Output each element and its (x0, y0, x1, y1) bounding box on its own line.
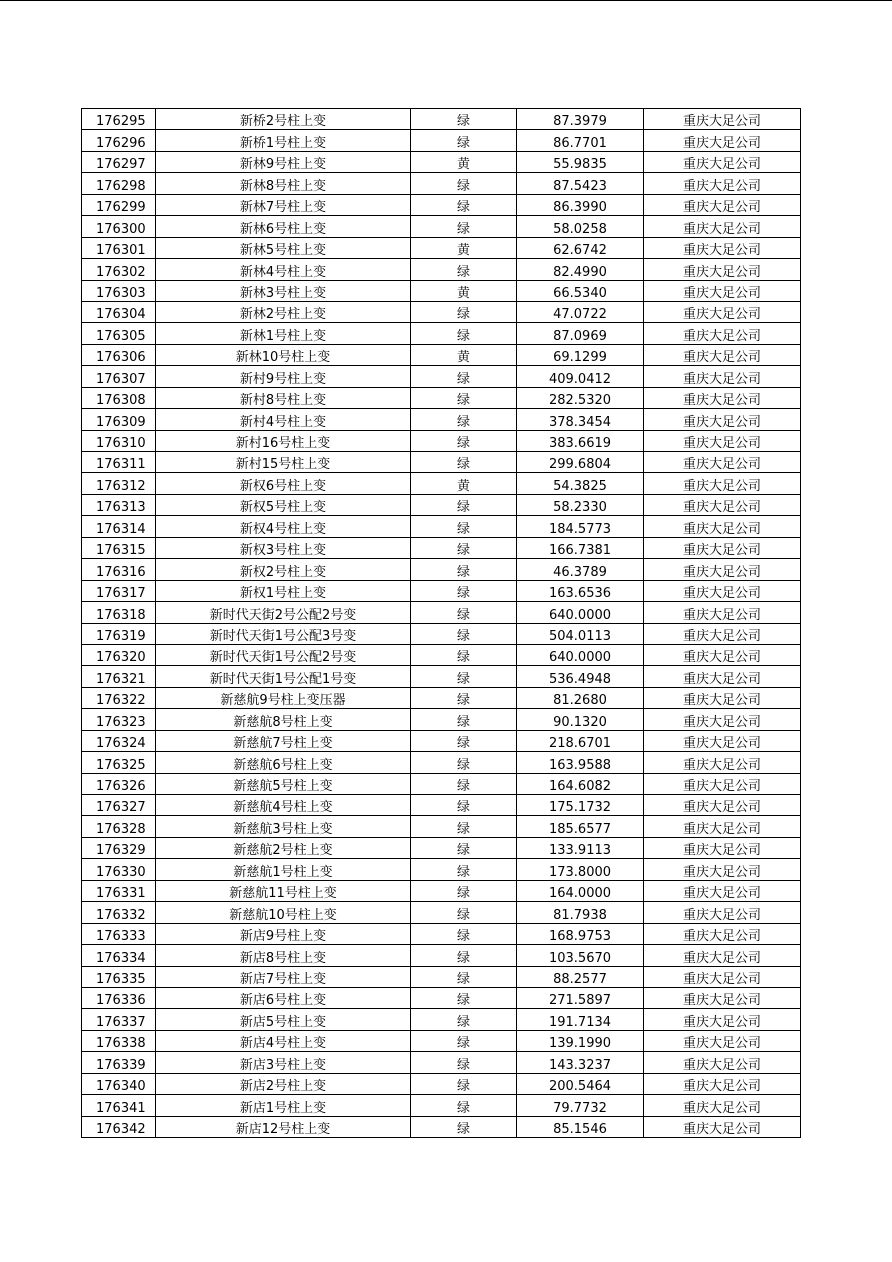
cell-status: 绿 (411, 623, 517, 644)
cell-value: 164.6082 (517, 773, 644, 794)
cell-name: 新林7号柱上变 (156, 194, 411, 215)
cell-company: 重庆大足公司 (644, 537, 801, 558)
cell-value: 82.4990 (517, 259, 644, 280)
cell-value: 504.0113 (517, 623, 644, 644)
cell-value: 175.1732 (517, 795, 644, 816)
cell-company: 重庆大足公司 (644, 987, 801, 1008)
cell-id: 176304 (82, 301, 156, 322)
table-row (82, 945, 801, 966)
cell-name: 新店2号柱上变 (156, 1073, 411, 1094)
table-row (82, 344, 801, 365)
cell-id: 176340 (82, 1073, 156, 1094)
cell-name: 新店1号柱上变 (156, 1095, 411, 1116)
cell-id: 176317 (82, 580, 156, 601)
cell-value: 163.9588 (517, 752, 644, 773)
cell-value: 66.5340 (517, 280, 644, 301)
cell-name: 新权6号柱上变 (156, 473, 411, 494)
cell-id: 176301 (82, 237, 156, 258)
cell-name: 新林4号柱上变 (156, 259, 411, 280)
cell-name: 新林1号柱上变 (156, 323, 411, 344)
cell-id: 176327 (82, 795, 156, 816)
cell-status: 绿 (411, 452, 517, 473)
cell-value: 282.5320 (517, 387, 644, 408)
table-row (82, 1095, 801, 1116)
cell-status: 绿 (411, 602, 517, 623)
cell-name: 新店7号柱上变 (156, 966, 411, 987)
cell-status: 绿 (411, 923, 517, 944)
cell-value: 299.6804 (517, 452, 644, 473)
cell-value: 200.5464 (517, 1073, 644, 1094)
cell-company: 重庆大足公司 (644, 237, 801, 258)
cell-company: 重庆大足公司 (644, 366, 801, 387)
table-row (82, 880, 801, 901)
cell-id: 176297 (82, 151, 156, 172)
cell-value: 168.9753 (517, 923, 644, 944)
cell-value: 79.7732 (517, 1095, 644, 1116)
cell-value: 640.0000 (517, 602, 644, 623)
cell-name: 新慈航2号柱上变 (156, 837, 411, 858)
cell-status: 绿 (411, 516, 517, 537)
cell-id: 176305 (82, 323, 156, 344)
table-row (82, 837, 801, 858)
table-row (82, 151, 801, 172)
cell-value: 47.0722 (517, 301, 644, 322)
table-row (82, 644, 801, 665)
cell-value: 88.2577 (517, 966, 644, 987)
cell-name: 新慈航4号柱上变 (156, 795, 411, 816)
cell-status: 黄 (411, 280, 517, 301)
cell-company: 重庆大足公司 (644, 1009, 801, 1030)
cell-value: 184.5773 (517, 516, 644, 537)
table-row (82, 795, 801, 816)
cell-company: 重庆大足公司 (644, 966, 801, 987)
table-row (82, 559, 801, 580)
cell-company: 重庆大足公司 (644, 709, 801, 730)
cell-company: 重庆大足公司 (644, 1030, 801, 1051)
cell-value: 191.7134 (517, 1009, 644, 1030)
cell-name: 新桥1号柱上变 (156, 130, 411, 151)
table-row (82, 966, 801, 987)
cell-company: 重庆大足公司 (644, 923, 801, 944)
cell-id: 176316 (82, 559, 156, 580)
table-row (82, 430, 801, 451)
cell-id: 176332 (82, 902, 156, 923)
cell-name: 新店8号柱上变 (156, 945, 411, 966)
cell-id: 176323 (82, 709, 156, 730)
cell-company: 重庆大足公司 (644, 323, 801, 344)
table-row (82, 473, 801, 494)
cell-name: 新林2号柱上变 (156, 301, 411, 322)
cell-id: 176330 (82, 859, 156, 880)
cell-status: 绿 (411, 537, 517, 558)
cell-name: 新慈航8号柱上变 (156, 709, 411, 730)
cell-id: 176318 (82, 602, 156, 623)
table-row (82, 580, 801, 601)
cell-company: 重庆大足公司 (644, 301, 801, 322)
cell-status: 绿 (411, 1116, 517, 1137)
cell-status: 黄 (411, 151, 517, 172)
cell-status: 黄 (411, 344, 517, 365)
cell-id: 176335 (82, 966, 156, 987)
cell-name: 新林10号柱上变 (156, 344, 411, 365)
cell-id: 176331 (82, 880, 156, 901)
table-row (82, 323, 801, 344)
cell-value: 185.6577 (517, 816, 644, 837)
cell-company: 重庆大足公司 (644, 816, 801, 837)
table-row (82, 194, 801, 215)
cell-value: 378.3454 (517, 409, 644, 430)
cell-status: 绿 (411, 409, 517, 430)
cell-value: 85.1546 (517, 1116, 644, 1137)
cell-name: 新时代天街1号公配1号变 (156, 666, 411, 687)
cell-status: 绿 (411, 1052, 517, 1073)
cell-company: 重庆大足公司 (644, 752, 801, 773)
cell-name: 新权2号柱上变 (156, 559, 411, 580)
cell-id: 176341 (82, 1095, 156, 1116)
cell-company: 重庆大足公司 (644, 430, 801, 451)
cell-name: 新店4号柱上变 (156, 1030, 411, 1051)
cell-status: 绿 (411, 430, 517, 451)
cell-name: 新店5号柱上变 (156, 1009, 411, 1030)
cell-id: 176302 (82, 259, 156, 280)
table-row (82, 1116, 801, 1137)
cell-value: 81.7938 (517, 902, 644, 923)
table-row (82, 173, 801, 194)
cell-company: 重庆大足公司 (644, 880, 801, 901)
cell-id: 176309 (82, 409, 156, 430)
cell-status: 绿 (411, 816, 517, 837)
cell-company: 重庆大足公司 (644, 409, 801, 430)
cell-value: 173.8000 (517, 859, 644, 880)
cell-company: 重庆大足公司 (644, 666, 801, 687)
cell-company: 重庆大足公司 (644, 902, 801, 923)
cell-value: 143.3237 (517, 1052, 644, 1073)
table-row (82, 752, 801, 773)
cell-id: 176295 (82, 109, 156, 130)
cell-status: 绿 (411, 730, 517, 751)
table-row (82, 280, 801, 301)
cell-status: 绿 (411, 966, 517, 987)
cell-name: 新林3号柱上变 (156, 280, 411, 301)
table-row (82, 537, 801, 558)
cell-name: 新权5号柱上变 (156, 494, 411, 515)
table-row (82, 516, 801, 537)
cell-company: 重庆大足公司 (644, 387, 801, 408)
cell-name: 新权1号柱上变 (156, 580, 411, 601)
cell-company: 重庆大足公司 (644, 130, 801, 151)
cell-name: 新慈航1号柱上变 (156, 859, 411, 880)
cell-id: 176303 (82, 280, 156, 301)
cell-name: 新村16号柱上变 (156, 430, 411, 451)
cell-name: 新慈航5号柱上变 (156, 773, 411, 794)
cell-status: 绿 (411, 109, 517, 130)
cell-name: 新桥2号柱上变 (156, 109, 411, 130)
table-row (82, 109, 801, 130)
cell-status: 黄 (411, 473, 517, 494)
cell-status: 绿 (411, 216, 517, 237)
cell-value: 133.9113 (517, 837, 644, 858)
cell-name: 新时代天街2号公配2号变 (156, 602, 411, 623)
table-row (82, 1052, 801, 1073)
table-row (82, 687, 801, 708)
cell-company: 重庆大足公司 (644, 580, 801, 601)
cell-value: 103.5670 (517, 945, 644, 966)
cell-id: 176308 (82, 387, 156, 408)
cell-name: 新慈航3号柱上变 (156, 816, 411, 837)
cell-id: 176319 (82, 623, 156, 644)
cell-company: 重庆大足公司 (644, 216, 801, 237)
cell-company: 重庆大足公司 (644, 730, 801, 751)
cell-id: 176329 (82, 837, 156, 858)
cell-id: 176326 (82, 773, 156, 794)
cell-name: 新林5号柱上变 (156, 237, 411, 258)
cell-company: 重庆大足公司 (644, 1095, 801, 1116)
cell-value: 536.4948 (517, 666, 644, 687)
cell-company: 重庆大足公司 (644, 687, 801, 708)
cell-status: 绿 (411, 301, 517, 322)
cell-company: 重庆大足公司 (644, 494, 801, 515)
cell-id: 176328 (82, 816, 156, 837)
table-row (82, 409, 801, 430)
cell-value: 87.0969 (517, 323, 644, 344)
cell-company: 重庆大足公司 (644, 559, 801, 580)
cell-status: 绿 (411, 709, 517, 730)
cell-company: 重庆大足公司 (644, 795, 801, 816)
cell-name: 新林6号柱上变 (156, 216, 411, 237)
table-row (82, 366, 801, 387)
cell-value: 409.0412 (517, 366, 644, 387)
table-row (82, 1030, 801, 1051)
cell-status: 绿 (411, 687, 517, 708)
cell-company: 重庆大足公司 (644, 259, 801, 280)
cell-status: 绿 (411, 880, 517, 901)
table-row (82, 602, 801, 623)
cell-id: 176324 (82, 730, 156, 751)
cell-status: 绿 (411, 580, 517, 601)
cell-status: 绿 (411, 902, 517, 923)
cell-id: 176336 (82, 987, 156, 1008)
cell-status: 绿 (411, 837, 517, 858)
cell-name: 新店6号柱上变 (156, 987, 411, 1008)
table-row (82, 666, 801, 687)
table-row (82, 816, 801, 837)
cell-company: 重庆大足公司 (644, 151, 801, 172)
cell-status: 绿 (411, 130, 517, 151)
table-row (82, 987, 801, 1008)
cell-company: 重庆大足公司 (644, 516, 801, 537)
cell-company: 重庆大足公司 (644, 280, 801, 301)
cell-id: 176298 (82, 173, 156, 194)
cell-company: 重庆大足公司 (644, 945, 801, 966)
table-body (82, 109, 801, 1138)
table-row (82, 237, 801, 258)
cell-company: 重庆大足公司 (644, 859, 801, 880)
cell-status: 绿 (411, 987, 517, 1008)
table-row (82, 730, 801, 751)
cell-status: 绿 (411, 859, 517, 880)
cell-name: 新慈航10号柱上变 (156, 902, 411, 923)
cell-status: 绿 (411, 387, 517, 408)
cell-status: 绿 (411, 1095, 517, 1116)
cell-status: 绿 (411, 173, 517, 194)
cell-value: 62.6742 (517, 237, 644, 258)
cell-name: 新权4号柱上变 (156, 516, 411, 537)
cell-name: 新村4号柱上变 (156, 409, 411, 430)
page-top-border (0, 0, 892, 1)
table-row (82, 923, 801, 944)
cell-status: 绿 (411, 366, 517, 387)
cell-value: 218.6701 (517, 730, 644, 751)
cell-name: 新权3号柱上变 (156, 537, 411, 558)
cell-id: 176321 (82, 666, 156, 687)
cell-value: 166.7381 (517, 537, 644, 558)
cell-name: 新林8号柱上变 (156, 173, 411, 194)
cell-id: 176322 (82, 687, 156, 708)
cell-status: 绿 (411, 559, 517, 580)
cell-status: 绿 (411, 644, 517, 665)
cell-company: 重庆大足公司 (644, 773, 801, 794)
cell-id: 176342 (82, 1116, 156, 1137)
table-row (82, 130, 801, 151)
cell-status: 绿 (411, 795, 517, 816)
cell-value: 271.5897 (517, 987, 644, 1008)
table-row (82, 1009, 801, 1030)
cell-name: 新慈航7号柱上变 (156, 730, 411, 751)
cell-name: 新慈航9号柱上变压器 (156, 687, 411, 708)
cell-value: 81.2680 (517, 687, 644, 708)
cell-id: 176311 (82, 452, 156, 473)
cell-id: 176307 (82, 366, 156, 387)
cell-name: 新店12号柱上变 (156, 1116, 411, 1137)
cell-value: 55.9835 (517, 151, 644, 172)
cell-company: 重庆大足公司 (644, 194, 801, 215)
cell-id: 176299 (82, 194, 156, 215)
cell-value: 163.6536 (517, 580, 644, 601)
cell-status: 绿 (411, 194, 517, 215)
cell-status: 绿 (411, 259, 517, 280)
cell-value: 54.3825 (517, 473, 644, 494)
cell-value: 86.7701 (517, 130, 644, 151)
cell-name: 新慈航11号柱上变 (156, 880, 411, 901)
cell-value: 139.1990 (517, 1030, 644, 1051)
table-row (82, 301, 801, 322)
table-row (82, 452, 801, 473)
cell-status: 黄 (411, 237, 517, 258)
table-row (82, 623, 801, 644)
cell-id: 176333 (82, 923, 156, 944)
cell-name: 新店9号柱上变 (156, 923, 411, 944)
table-row (82, 709, 801, 730)
cell-status: 绿 (411, 1009, 517, 1030)
table-row (82, 494, 801, 515)
cell-value: 164.0000 (517, 880, 644, 901)
cell-id: 176312 (82, 473, 156, 494)
cell-value: 46.3789 (517, 559, 644, 580)
cell-company: 重庆大足公司 (644, 1073, 801, 1094)
cell-value: 69.1299 (517, 344, 644, 365)
transformer-table (81, 108, 801, 1138)
cell-status: 绿 (411, 945, 517, 966)
cell-company: 重庆大足公司 (644, 602, 801, 623)
cell-value: 86.3990 (517, 194, 644, 215)
cell-id: 176296 (82, 130, 156, 151)
table-row (82, 387, 801, 408)
table-row (82, 216, 801, 237)
cell-name: 新林9号柱上变 (156, 151, 411, 172)
cell-id: 176325 (82, 752, 156, 773)
cell-value: 58.0258 (517, 216, 644, 237)
cell-company: 重庆大足公司 (644, 344, 801, 365)
cell-name: 新村9号柱上变 (156, 366, 411, 387)
cell-status: 绿 (411, 773, 517, 794)
table-row (82, 1073, 801, 1094)
table-row (82, 859, 801, 880)
cell-name: 新慈航6号柱上变 (156, 752, 411, 773)
cell-id: 176315 (82, 537, 156, 558)
cell-company: 重庆大足公司 (644, 452, 801, 473)
cell-id: 176334 (82, 945, 156, 966)
cell-id: 176310 (82, 430, 156, 451)
cell-id: 176314 (82, 516, 156, 537)
cell-name: 新时代天街1号公配2号变 (156, 644, 411, 665)
cell-value: 87.5423 (517, 173, 644, 194)
cell-company: 重庆大足公司 (644, 644, 801, 665)
cell-id: 176300 (82, 216, 156, 237)
table-row (82, 902, 801, 923)
cell-name: 新村15号柱上变 (156, 452, 411, 473)
table-row (82, 773, 801, 794)
cell-value: 383.6619 (517, 430, 644, 451)
cell-status: 绿 (411, 1073, 517, 1094)
cell-id: 176339 (82, 1052, 156, 1073)
cell-status: 绿 (411, 666, 517, 687)
cell-company: 重庆大足公司 (644, 1052, 801, 1073)
cell-company: 重庆大足公司 (644, 623, 801, 644)
cell-status: 绿 (411, 1030, 517, 1051)
cell-value: 90.1320 (517, 709, 644, 730)
cell-name: 新时代天街1号公配3号变 (156, 623, 411, 644)
cell-value: 640.0000 (517, 644, 644, 665)
cell-name: 新村8号柱上变 (156, 387, 411, 408)
cell-value: 58.2330 (517, 494, 644, 515)
cell-company: 重庆大足公司 (644, 109, 801, 130)
cell-company: 重庆大足公司 (644, 1116, 801, 1137)
cell-id: 176313 (82, 494, 156, 515)
cell-status: 绿 (411, 323, 517, 344)
cell-company: 重庆大足公司 (644, 473, 801, 494)
cell-status: 绿 (411, 494, 517, 515)
table-row (82, 259, 801, 280)
cell-name: 新店3号柱上变 (156, 1052, 411, 1073)
cell-id: 176320 (82, 644, 156, 665)
cell-status: 绿 (411, 752, 517, 773)
cell-company: 重庆大足公司 (644, 837, 801, 858)
cell-id: 176338 (82, 1030, 156, 1051)
cell-id: 176306 (82, 344, 156, 365)
cell-value: 87.3979 (517, 109, 644, 130)
cell-company: 重庆大足公司 (644, 173, 801, 194)
cell-id: 176337 (82, 1009, 156, 1030)
